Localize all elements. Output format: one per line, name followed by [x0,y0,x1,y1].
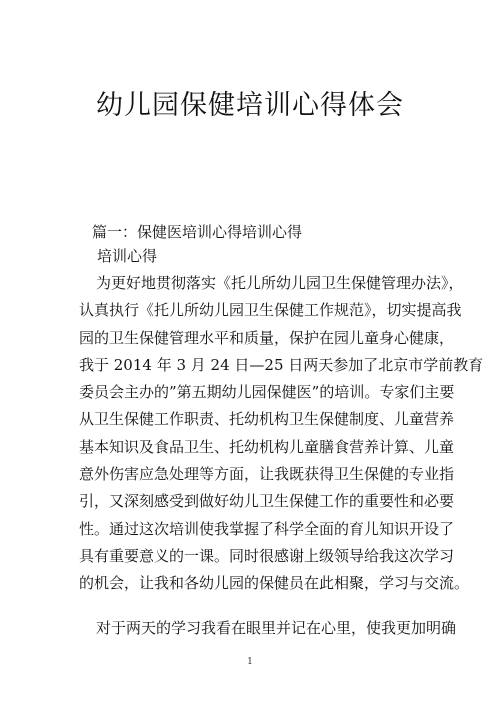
paragraph-2-line: 对于两天的学习我看在眼里并记在心里，使我更加明确 [96,619,457,637]
paragraph-line: 意外伤害应急处理等方面，让我既获得卫生保健的专业指 [79,465,455,484]
paragraph-line: 委员会主办的”第五期幼儿园保健医”的培训。专家们主要 [79,383,455,402]
subheading: 培训心得 [97,247,158,265]
paragraph-line: 引，又深刻感受到做好幼儿卫生保健工作的重要性和必要 [79,492,455,511]
paragraph-line: 为更好地贯彻落实《托儿所幼儿园卫生保健管理办法》， [96,274,464,292]
paragraph-line: 认真执行《托儿所幼儿园卫生保健工作规范》，切实提高我 [79,301,462,320]
paragraph-line: 性。通过这次培训使我掌握了科学全面的育儿知识开设了 [79,519,455,538]
section-heading: 篇一：保健医培训心得培训心得 [92,223,303,241]
document-title: 幼儿园保健培训心得体会 [96,90,404,121]
paragraph-line: 我于 2014 年 3 月 24 日—25 日两天参加了北京市学前教育 [79,355,484,374]
page-number: 1 [247,657,253,667]
paragraph-line: 的机会，让我和各幼儿园的保健员在此相聚，学习与交流。 [79,574,470,593]
paragraph-1 [79,270,484,598]
paragraph-line: 具有重要意义的一课。同时很感谢上级领导给我这次学习 [79,546,455,565]
paragraph-line: 基本知识及食品卫生、托幼机构儿童膳食营养计算、儿童 [79,437,455,456]
paragraph-line: 从卫生保健工作职责、托幼机构卫生保健制度、儿童营养 [79,410,455,429]
paragraph-line: 园的卫生保健管理水平和质量，保护在园儿童身心健康， [79,328,455,347]
